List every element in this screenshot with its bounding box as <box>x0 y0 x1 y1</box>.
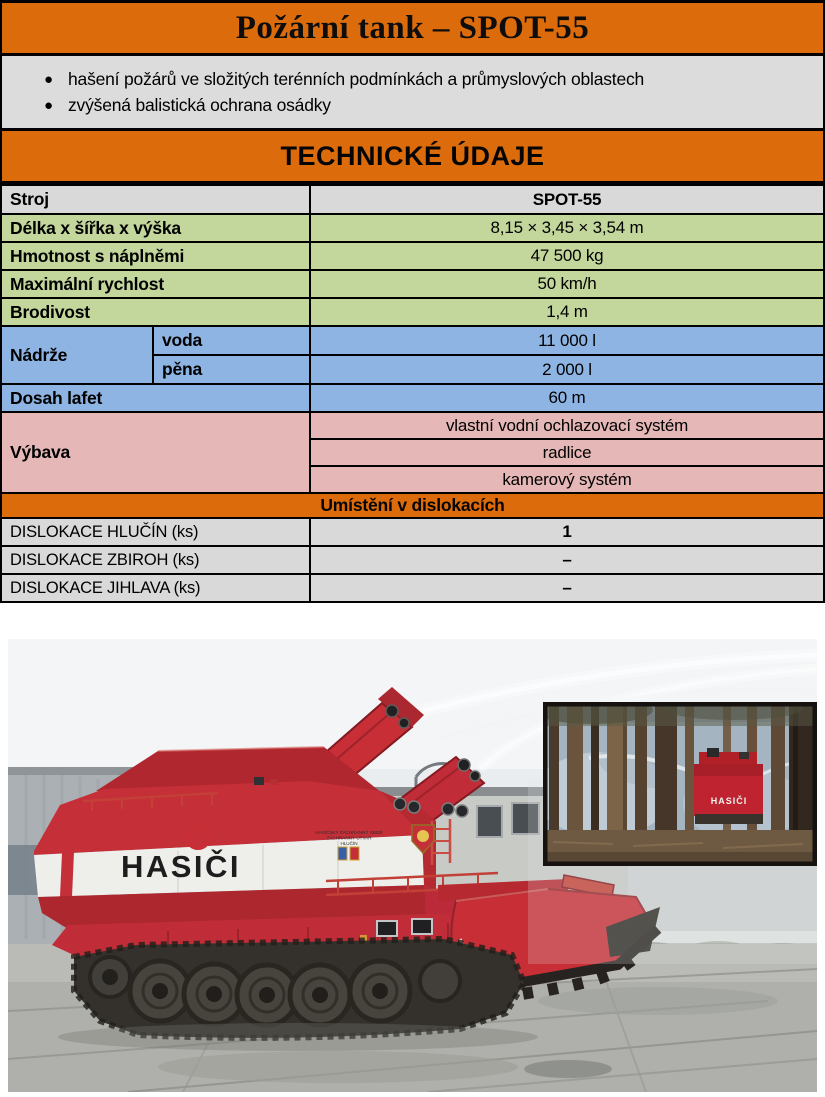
row-foam-value: 2 000 l <box>311 356 823 383</box>
inset-forest-photo <box>533 696 817 866</box>
row-foam-label: pěna <box>154 356 309 383</box>
row-equipment-value-2: radlice <box>311 440 823 465</box>
bullet-text: hašení požárů ve složitých terénních podmínkách a průmyslových oblastech <box>68 68 645 89</box>
dislocation-row-label: DISLOKACE ZBIROH (ks) <box>2 547 309 573</box>
row-weight-value: 47 500 kg <box>311 243 823 269</box>
tank-photo-illustration <box>8 639 817 1092</box>
row-machine-label: Stroj <box>2 186 309 213</box>
row-fording-label: Brodivost <box>2 299 309 325</box>
row-water-label: voda <box>154 327 309 354</box>
row-speed-value: 50 km/h <box>311 271 823 297</box>
bullet-item <box>2 69 823 90</box>
row-dimensions-label: Délka x šířka x výška <box>2 215 309 241</box>
feature-bullets <box>0 56 825 131</box>
technical-data-header: TECHNICKÉ ÚDAJE <box>0 131 825 184</box>
bullet-icon: ● <box>44 96 53 114</box>
page-title: Požární tank – SPOT-55 <box>235 9 590 46</box>
row-reach-value: 60 m <box>311 385 823 411</box>
row-reach-label: Dosah lafet <box>2 385 309 411</box>
row-equipment-value-3: kamerový systém <box>311 467 823 492</box>
row-tanks-label: Nádrže <box>2 327 152 383</box>
bullet-text: zvýšená balistická ochrana osádky <box>68 94 331 115</box>
dislocation-row-value: 1 <box>311 519 823 545</box>
row-speed-label: Maximální rychlost <box>2 271 309 297</box>
row-equipment-value-1: vlastní vodní ochlazovací systém <box>311 413 823 438</box>
dislocation-row-value: – <box>311 547 823 573</box>
emblem-text-line3: HLUČÍN <box>340 841 358 846</box>
tank-marking-text: HASIČI <box>120 849 242 884</box>
row-machine-value: SPOT-55 <box>311 186 823 213</box>
dislocation-row-label: DISLOKACE JIHLAVA (ks) <box>2 575 309 601</box>
bullet-icon: ● <box>44 70 53 88</box>
row-water-value: 11 000 l <box>311 327 823 354</box>
row-equipment-label: Výbava <box>2 413 309 492</box>
row-weight-label: Hmotnost s náplněmi <box>2 243 309 269</box>
dislocation-header: Umístění v dislokacích <box>2 494 823 517</box>
spec-table <box>0 184 825 603</box>
emblem-text-line2: ZÁCHRANNÝ ÚTVAR <box>326 835 372 841</box>
inset-tank-marking-text: HASIČI <box>710 796 748 806</box>
dislocation-row-label: DISLOKACE HLUČÍN (ks) <box>2 519 309 545</box>
title-bar <box>0 0 825 56</box>
row-fording-value: 1,4 m <box>311 299 823 325</box>
emblem-text-line1: HASIČSKÝ ZÁCHRANNÝ SBOR <box>315 830 383 835</box>
bullet-item <box>2 95 823 116</box>
row-dimensions-value: 8,15 × 3,45 × 3,54 m <box>311 215 823 241</box>
dislocation-row-value: – <box>311 575 823 601</box>
tank-photo <box>8 639 817 1092</box>
